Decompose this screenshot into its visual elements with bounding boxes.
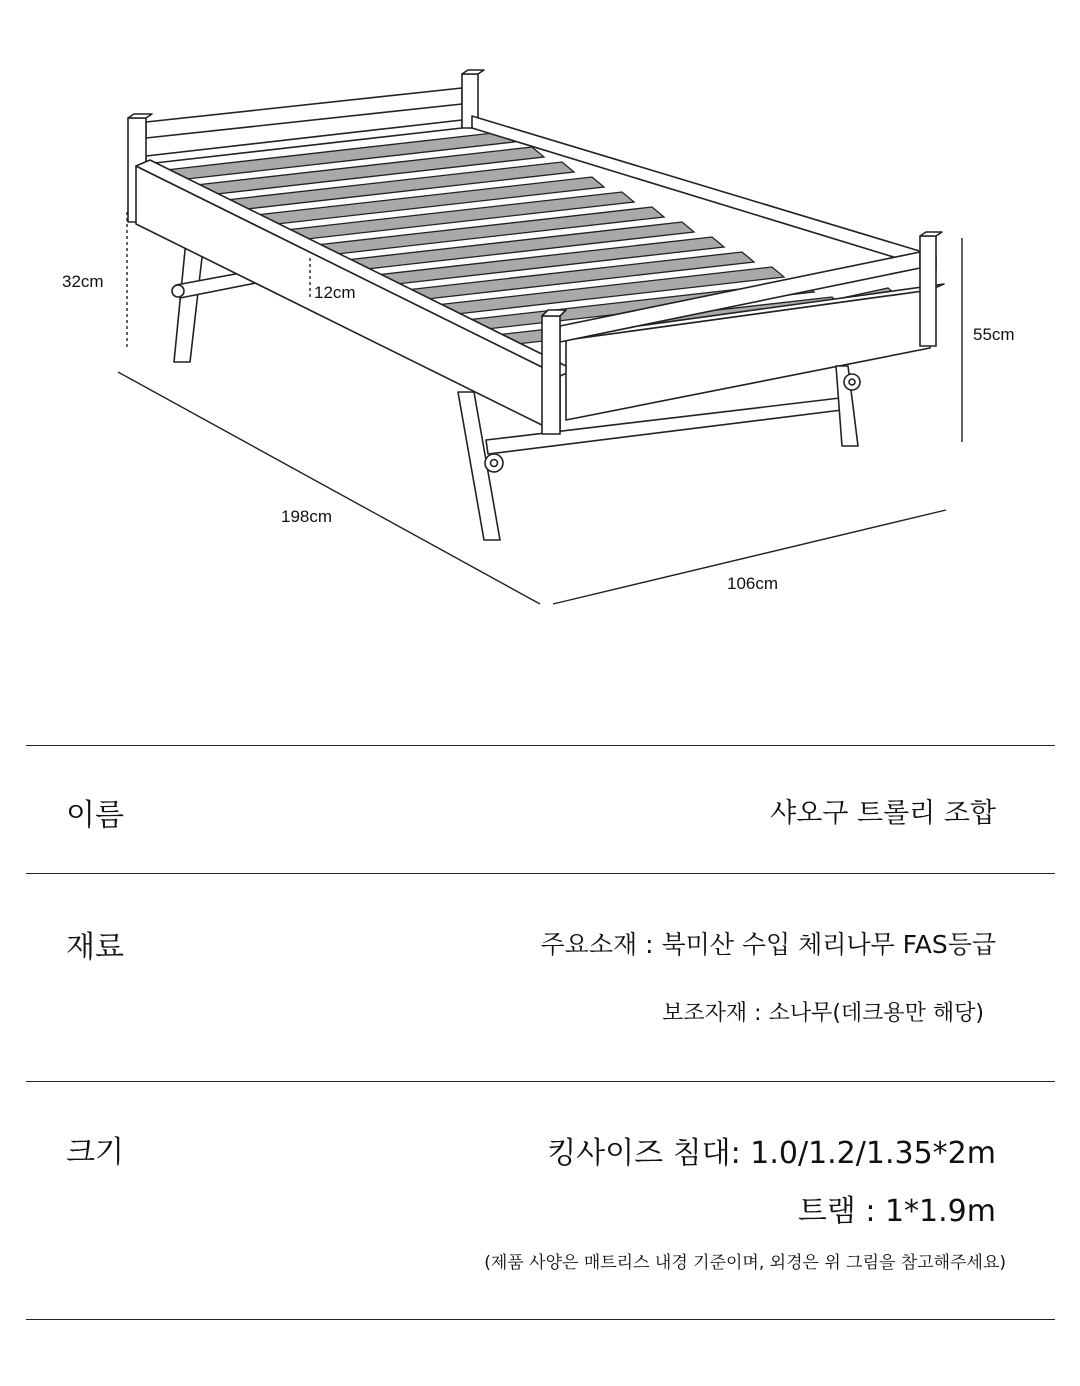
divider xyxy=(26,745,1055,746)
divider xyxy=(26,1319,1055,1320)
dim-height-legs: 32cm xyxy=(62,272,104,291)
spec-value-material-sub: 보조자재 : 소나무(데크용만 해당) xyxy=(662,1001,984,1026)
dim-height-total: 55cm xyxy=(973,325,1015,344)
dim-height-trolley: 12cm xyxy=(314,283,356,302)
spec-label-material: 재료 xyxy=(66,930,124,965)
spec-label-size: 크기 xyxy=(66,1135,124,1170)
spec-value-size-bed: 킹사이즈 침대: 1.0/1.2/1.35*2m xyxy=(547,1136,996,1171)
spec-value-name: 샤오구 트롤리 조합 xyxy=(770,798,996,829)
dim-width: 106cm xyxy=(727,574,779,593)
spec-value-size-trolley: 트램 : 1*1.9m xyxy=(797,1194,996,1229)
spec-value-material-main: 주요소재 : 북미산 수입 체리나무 FAS등급 xyxy=(540,930,996,959)
divider xyxy=(26,873,1055,874)
spec-size-note: (제품 사양은 매트리스 내경 기준이며, 외경은 위 그림을 참고해주세요) xyxy=(484,1253,1006,1273)
spec-label-name: 이름 xyxy=(66,798,124,833)
divider xyxy=(26,1081,1055,1082)
dim-length: 198cm xyxy=(281,507,333,526)
